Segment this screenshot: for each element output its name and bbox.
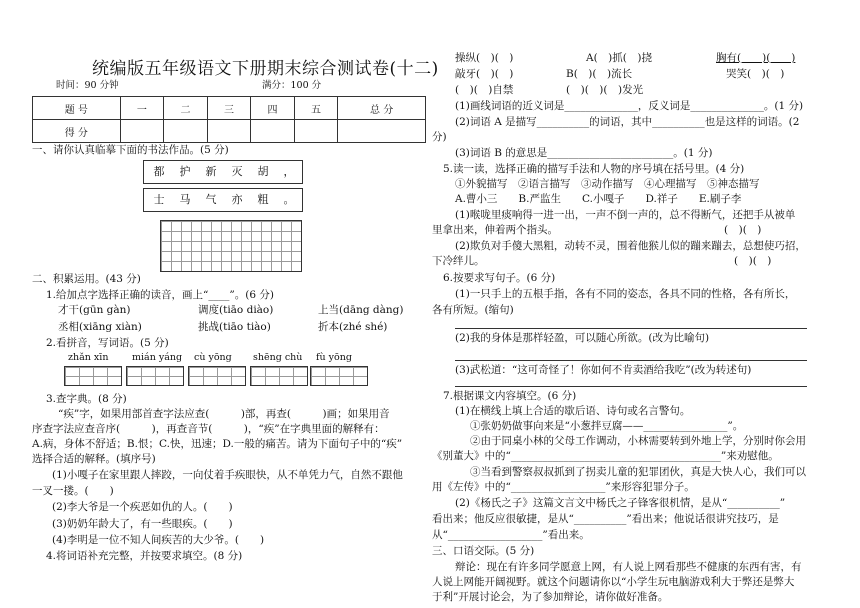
score-cell: 题 号 (33, 97, 121, 120)
exam-time: 时间：90 分钟 (56, 80, 119, 91)
word-fill[interactable]: 操纵( )( ) (455, 52, 514, 64)
word-fill[interactable]: ( )( )自禁 (455, 84, 514, 96)
score-input-cell[interactable] (207, 120, 251, 143)
pinyin-answer-box[interactable] (64, 366, 122, 386)
question-2-1: 1.给加点字选择正确的读音，画上“____”。(6 分) (46, 289, 274, 301)
pinyin-label: cù yōng (194, 352, 232, 363)
calligraphy-row-1 (143, 160, 303, 184)
score-header-row (33, 97, 426, 120)
score-input-cell[interactable] (294, 120, 338, 143)
pinyin-choice[interactable]: 挑战(tiāo tiào) (198, 321, 271, 333)
score-cell: 一 (120, 97, 164, 120)
score-cell: 五 (294, 97, 338, 120)
calligraphy-char: 新 (205, 165, 217, 178)
exam-score: 满分：100 分 (262, 80, 322, 91)
calligraphy-char: 亦 (231, 193, 243, 206)
calligraphy-char: 都 (153, 165, 165, 178)
question-6: 6.按要求写句子。(6 分) (443, 272, 556, 284)
answer-line[interactable] (455, 360, 807, 361)
q3-text: A.病，身体不舒适；B.恨；C.快，迅速；D.一般的痛苦。请为下面句子中的“疾” (32, 438, 403, 450)
calligraphy-char: 士 (153, 193, 165, 206)
question-2-2: 2.看拼音，写词语。(5 分) (46, 337, 169, 349)
q7-text: 《别董大》中的“________________________________________”来劝慰他。 (432, 450, 779, 462)
question-2-3: 3.查字典。(8 分) (46, 393, 127, 405)
word-fill[interactable]: A( )抓( )挠 (586, 52, 652, 64)
q3-text: 选择合适的解释。(填序号) (32, 453, 156, 465)
score-cell: 得 分 (33, 120, 121, 143)
score-value-row (33, 120, 426, 143)
calligraphy-char: 。 (283, 193, 295, 206)
q3-sentence: (2)李大爷是一个疾恶如仇的人。( ) (52, 501, 233, 513)
answer-line[interactable] (455, 386, 807, 387)
pinyin-label: zhǎn xīn (68, 352, 109, 363)
pinyin-choice[interactable]: 上当(dāng dàng) (318, 304, 404, 316)
score-input-cell[interactable] (338, 120, 426, 143)
section-3-text: 人说上网能开阔视野。就这个问题请你以“小学生玩电脑游戏利大于弊还是弊大 (432, 576, 795, 588)
score-cell: 二 (164, 97, 208, 120)
section-1-heading: 一、请你认真临摹下面的书法作品。(5 分) (32, 144, 229, 156)
pinyin-label: mián yáng (132, 352, 183, 363)
page-title: 统编版五年级语文下册期末综合测试卷(十二) (92, 59, 439, 79)
pinyin-label: shēng chù (253, 352, 303, 363)
answer-line[interactable] (455, 328, 807, 329)
q4-sub: (3)词语 B 的意思是________________________。(1 分) (455, 147, 713, 159)
q5-sentence: 下冷绊儿。 (432, 255, 485, 267)
q7-text: 从“__________________”看出来。 (432, 529, 590, 541)
q3-text: “疾”字，如果用部首查字法应查( )部，再查( )画；如果用音 (58, 408, 390, 420)
word-fill[interactable]: B( )( )流长 (566, 68, 633, 80)
score-table (32, 96, 426, 143)
calligraphy-char: 护 (179, 165, 191, 178)
q5-sentence: 里拿出来，伸着两个指头。 (432, 224, 558, 236)
q7-text: ①张奶奶做事向来是“小葱拌豆腐——________________”。 (470, 420, 744, 432)
calligraphy-char: 灭 (231, 165, 243, 178)
q6-sentence: (1)一只手上的五根手指，各有不同的姿态，各具不同的性格，各有所长， (455, 288, 796, 300)
q7-text: ②由于同桌小林的父母工作调动，小林需要转到外地上学，分别时你会用 (470, 435, 806, 447)
q3-sentence: 一叉一搂。( ) (32, 485, 114, 497)
q5-sentence: (2)欺负对手傻大黑粗，动转不灵，围着他猴儿似的蹦来蹦去，总想使巧招， (455, 240, 806, 252)
score-input-cell[interactable] (120, 120, 164, 143)
pinyin-answer-box[interactable] (126, 366, 184, 386)
score-input-cell[interactable] (164, 120, 208, 143)
pinyin-answer-box[interactable] (250, 366, 308, 386)
q3-sentence: (4)李明是一位不知人间疾苦的大少爷。( ) (52, 534, 265, 546)
word-fill[interactable]: 敲牙( )( ) (455, 68, 514, 80)
section-3-text: 于利”开展讨论会，为了参加辩论，请你做好准备。 (432, 591, 669, 603)
q7-text: ③当看到警察叔叔抓到了拐卖儿童的犯罪团伙，真是大快人心，我们可以 (470, 466, 806, 478)
q7-text: (2)《杨氏之子》这篇文言文中杨氏之子锋客很机情，是从“__________” (455, 497, 786, 509)
score-cell: 四 (251, 97, 295, 120)
q4-sub: 分) (432, 131, 447, 143)
calligraphy-row-2 (143, 188, 303, 212)
q4-sub: (2)词语 A 是描写__________的词语，其中__________也是这样的词语。(2 (455, 116, 800, 128)
word-fill-underlined[interactable]: 胸有( )( ) (716, 52, 796, 64)
pinyin-label: fù yōng (316, 352, 352, 363)
question-7: 7.根据课文内容填空。(6 分) (443, 390, 577, 402)
pinyin-choice[interactable]: 调度(tiāo diào) (198, 304, 274, 316)
calligraphy-char: ， (283, 165, 295, 178)
q6-sentence: 各有所短。(缩句) (432, 304, 514, 316)
q7-text: (1)在横线上填上合适的歇后语、诗句或名言警句。 (455, 405, 691, 417)
pinyin-choice[interactable]: 丞相(xiāng xiàn) (58, 321, 142, 333)
q3-text: 序查字法应查音序( )，再查音节( )，“疾”在字典里面的解释有： (32, 423, 385, 435)
q5-answer[interactable]: ( )( ) (734, 255, 772, 267)
q5-sentence: (1)喉咙里痰响得一进一出，一声不倒一声的，总不得断气，还把手从被单 (455, 209, 796, 221)
q3-sentence: (3)奶奶年龄大了，有一些眼疾。( ) (52, 518, 233, 530)
q7-text: 用《左传》中的“__________________”来形容犯罪分子。 (432, 481, 695, 493)
section-2-heading: 二、积累运用。(43 分) (32, 273, 141, 285)
score-cell: 总 分 (338, 97, 426, 120)
pinyin-answer-box[interactable] (310, 366, 368, 386)
question-5: 5.读一读，选择正确的描写手法和人物的序号填在括号里。(4 分) (443, 163, 745, 175)
pinyin-choice[interactable]: 折本(zhé shé) (318, 321, 388, 333)
q5-names: A.曹小三 B.严监生 C.小嘎子 D.祥子 E.刷子李 (455, 193, 742, 205)
word-fill[interactable]: ( )( )( )发光 (566, 84, 644, 96)
calligraphy-char: 胡 (257, 165, 269, 178)
q4-sub: (1)画线词语的近义词是______________，反义词是______________。(1 分) (455, 100, 804, 112)
q3-sentence: (1)小嘎子在家里跟人摔跤，一向仗着手疾眼快，从不单凭力气，自然不跟他 (52, 469, 403, 481)
writing-grid[interactable] (160, 220, 302, 272)
score-cell: 三 (207, 97, 251, 120)
q5-answer[interactable]: ( )( ) (724, 224, 762, 236)
q5-options: ①外貌描写 ②语言描写 ③动作描写 ④心理描写 ⑤神态描写 (455, 178, 760, 190)
section-3-heading: 三、口语交际。(5 分) (432, 545, 535, 557)
section-3-text: 辩论：现在有许多同学愿意上网，有人说上网看那些不健康的东西有害，有 (455, 561, 802, 573)
question-2-4: 4.将词语补充完整，并按要求填空。(8 分) (46, 550, 243, 562)
pinyin-answer-box[interactable] (188, 366, 246, 386)
calligraphy-char: 气 (205, 193, 217, 206)
q6-sentence: (2)我的身体是那样轻盈，可以随心所欲。(改为比喻句) (455, 332, 710, 344)
q7-text: 看出来；他反应很敏捷，是从“__________”看出来；他说话很讲究技巧，是 (432, 513, 779, 525)
score-input-cell[interactable] (251, 120, 295, 143)
calligraphy-char: 粗 (257, 193, 269, 206)
word-fill[interactable]: 哭笑( )( ) (726, 68, 785, 80)
calligraphy-char: 马 (179, 193, 191, 206)
q6-sentence: (3)武松道：“这可奇怪了！你如何不肯卖酒给我吃”(改为转述句) (455, 364, 752, 376)
pinyin-choice[interactable]: 才干(gūn gàn) (58, 304, 131, 316)
